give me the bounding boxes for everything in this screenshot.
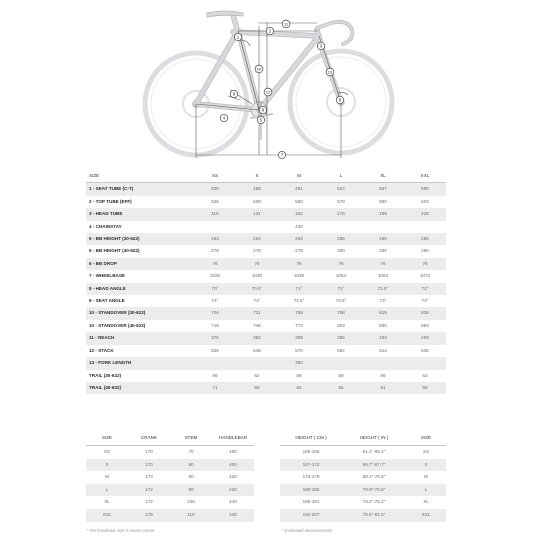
table-row xyxy=(86,307,446,319)
table-cell xyxy=(404,221,446,233)
table-cell: 557 xyxy=(362,183,404,196)
table-cell: 73.2"-75.2" xyxy=(362,499,386,505)
svg-text:4: 4 xyxy=(222,115,226,121)
table-row xyxy=(86,357,446,369)
table-cell: 61 xyxy=(362,382,404,394)
table-cell: 280 xyxy=(337,248,345,254)
table-cell: 61.1"-65.4" xyxy=(362,449,386,454)
table-cell: 170 xyxy=(128,459,170,472)
table-cell: 53 xyxy=(422,372,428,378)
table-cell: 64 xyxy=(278,382,320,394)
table-row xyxy=(86,382,446,394)
table-cell: 815 xyxy=(362,307,404,319)
marker-8 xyxy=(336,96,343,103)
table-cell: 170 xyxy=(145,449,153,454)
table-cell: L xyxy=(86,484,128,497)
height-header-row xyxy=(280,431,446,446)
marker-13 xyxy=(326,68,334,76)
table-row xyxy=(86,245,446,257)
table-cell: 1036 xyxy=(293,273,305,279)
table-row xyxy=(86,183,446,196)
row-label: 6 - BB DROP xyxy=(86,258,194,270)
table-cell: 180-185 xyxy=(280,484,342,497)
table-cell: 199 xyxy=(362,208,404,220)
table-cell: 389 xyxy=(278,332,320,344)
table-cell: 265 xyxy=(320,233,362,245)
row-label: 4 - CHAINSTAY xyxy=(89,223,122,229)
table-cell: 64 xyxy=(320,382,362,394)
marker-10 xyxy=(255,65,263,73)
table-cell: 759 xyxy=(278,307,320,319)
svg-text:5: 5 xyxy=(259,117,263,123)
row-label: 9 - SEAT ANGLE xyxy=(89,298,125,304)
table-row xyxy=(86,509,254,522)
header-l: L xyxy=(320,170,362,183)
table-cell: 80 xyxy=(170,459,212,472)
row-label: 8 - HEAD ANGLE xyxy=(86,283,194,295)
table-cell: 1054 xyxy=(335,273,347,279)
table-cell xyxy=(194,221,236,233)
table-cell: 173-179 xyxy=(302,474,320,480)
table-cell: 614 xyxy=(379,347,387,353)
header-xl: XL xyxy=(362,170,404,183)
marker-3 xyxy=(317,42,324,49)
table-cell: 265 xyxy=(362,233,404,245)
table-row xyxy=(280,459,446,472)
table-cell: 75.6"-81.5" xyxy=(342,509,406,522)
table-cell: XXL xyxy=(406,509,446,522)
table-row xyxy=(280,446,446,459)
table-cell: 73.5° xyxy=(293,298,305,304)
row-label: 5 - BB HEIGHT (30-622) xyxy=(86,233,194,245)
header-size: SIZE xyxy=(86,431,128,446)
marker-5 xyxy=(257,116,264,123)
table-cell: 192-207 xyxy=(280,509,342,522)
table-cell: 836 xyxy=(404,307,446,319)
row-label: 2 - TOP TUBE (EFF) xyxy=(89,198,132,204)
geometry-table xyxy=(86,170,446,394)
table-cell: 172 xyxy=(128,484,170,497)
table-cell: 59 xyxy=(296,372,302,378)
component-header-row xyxy=(86,431,254,446)
table-cell: 603 xyxy=(421,198,429,204)
header-stem: STEM xyxy=(170,431,212,446)
table-cell: 773 xyxy=(295,322,303,328)
table-cell: 636 xyxy=(421,347,429,353)
table-cell xyxy=(236,221,278,233)
table-cell: 167-172 xyxy=(280,459,342,472)
svg-text:9: 9 xyxy=(232,91,236,97)
table-cell: 704 xyxy=(194,307,236,319)
table-row xyxy=(280,509,446,522)
row-label: TRAIL (30-622) xyxy=(89,372,122,378)
table-cell: 172 xyxy=(145,499,153,505)
header-height-cm: HEIGHT ( CM ) xyxy=(280,431,342,446)
table-cell: 226 xyxy=(404,208,446,220)
table-row xyxy=(86,446,254,459)
table-cell: 1020 xyxy=(209,273,221,279)
table-cell: 116 xyxy=(194,208,236,220)
svg-text:1: 1 xyxy=(236,34,240,40)
table-row xyxy=(86,295,446,307)
table-cell: 100 xyxy=(187,499,195,505)
table-cell: 278 xyxy=(253,248,261,254)
table-cell: 788 xyxy=(320,307,362,319)
table-row xyxy=(86,196,446,208)
table-row xyxy=(86,283,446,295)
marker-11 xyxy=(282,20,290,28)
table-cell xyxy=(320,221,362,233)
table-row xyxy=(280,484,446,497)
table-cell: M xyxy=(105,474,109,480)
table-cell xyxy=(362,221,404,233)
table-cell: 90 xyxy=(188,474,194,480)
svg-text:11: 11 xyxy=(283,21,289,27)
table-cell: 74° xyxy=(211,298,219,304)
table-cell: 280 xyxy=(379,248,387,254)
row-label: 10 - STANDOVER (40-622) xyxy=(89,322,146,328)
table-cell: 56 xyxy=(380,372,386,378)
table-cell: 526 xyxy=(211,198,219,204)
table-cell: 59 xyxy=(338,372,344,378)
header-m: M xyxy=(278,170,320,183)
table-cell: 71.5° xyxy=(362,283,404,295)
table-cell: S xyxy=(86,459,128,472)
table-cell: 491 xyxy=(278,183,320,196)
table-cell: XL xyxy=(104,499,110,505)
table-cell: XS xyxy=(103,449,111,454)
table-cell: 263 xyxy=(278,233,320,245)
table-cell: 78 xyxy=(236,258,278,270)
table-cell: 590 xyxy=(379,198,387,204)
table-cell: 390 xyxy=(278,357,320,369)
svg-text:2: 2 xyxy=(268,28,272,34)
table-cell: 430 xyxy=(295,223,303,229)
table-cell xyxy=(194,357,236,369)
table-row xyxy=(86,471,254,484)
table-cell: 570 xyxy=(337,198,345,204)
table-cell: 592 xyxy=(337,347,345,353)
table-cell: 278 xyxy=(211,248,219,254)
geometry-header-row xyxy=(86,170,446,183)
table-cell: 830 xyxy=(379,322,387,328)
table-cell: 278 xyxy=(295,248,303,254)
table-cell: 402 xyxy=(362,332,404,344)
svg-text:10: 10 xyxy=(256,66,262,72)
table-cell: 74° xyxy=(253,298,261,304)
table-cell: S xyxy=(406,459,446,472)
svg-text:12: 12 xyxy=(265,89,271,95)
table-row xyxy=(86,320,446,332)
table-cell: 66 xyxy=(212,372,218,378)
table-cell xyxy=(404,357,446,369)
row-label: 10 - STANDOVER (30-622) xyxy=(86,307,194,319)
table-cell: 548 xyxy=(253,347,261,353)
table-cell: 78 xyxy=(278,258,320,270)
marker-12 xyxy=(264,88,272,96)
table-cell: 76 xyxy=(320,258,362,270)
header-xxl: XXL xyxy=(404,170,446,183)
table-cell: 68.1"-70.5" xyxy=(362,474,386,480)
table-cell: 186-191 xyxy=(302,499,320,505)
table-cell: 58 xyxy=(404,382,446,394)
table-cell: 76 xyxy=(404,258,446,270)
table-cell: 425 xyxy=(194,183,236,196)
table-cell: 420 xyxy=(229,474,237,480)
table-cell: 70.9"-72.8" xyxy=(342,484,406,497)
table-cell: 400 xyxy=(212,459,254,472)
row-label: 11 - REACH xyxy=(86,332,194,344)
table-cell: 440 xyxy=(229,499,237,505)
svg-text:8: 8 xyxy=(338,97,342,103)
marker-9 xyxy=(230,90,237,97)
table-cell: 570 xyxy=(295,347,303,353)
table-cell: 155-166 xyxy=(302,449,320,454)
rider-height-table xyxy=(280,431,446,522)
header-size: SIZE xyxy=(86,170,194,183)
table-cell: 131 xyxy=(236,208,278,220)
table-cell: 170 xyxy=(145,474,153,480)
table-cell: 524 xyxy=(320,183,362,196)
estimate-footnote: * Estimated measurements xyxy=(282,528,333,533)
table-cell: 409 xyxy=(404,332,446,344)
table-cell: 803 xyxy=(337,322,345,328)
row-label: 1 - SEAT TUBE (C-T) xyxy=(86,183,194,196)
table-cell: 68 xyxy=(236,382,278,394)
bike-frame xyxy=(196,11,352,118)
table-row xyxy=(86,370,446,382)
table-cell: 375 xyxy=(194,332,236,344)
svg-text:6: 6 xyxy=(261,107,265,113)
table-cell xyxy=(236,357,278,369)
table-cell: 90 xyxy=(170,484,212,497)
header-xs: XS xyxy=(194,170,236,183)
table-cell: 440 xyxy=(212,509,254,522)
header-s: S xyxy=(236,170,278,183)
table-row xyxy=(280,471,446,484)
table-cell: 70.5° xyxy=(236,283,278,295)
table-cell: 1072 xyxy=(419,273,431,279)
table-cell: 70° xyxy=(194,283,236,295)
svg-text:13: 13 xyxy=(327,69,333,75)
table-cell: XS xyxy=(422,449,430,454)
header-crank: CRANK xyxy=(128,431,170,446)
table-cell: 71° xyxy=(278,283,320,295)
table-cell: 73° xyxy=(421,298,429,304)
row-label: 5 - BB HEIGHT (40-622) xyxy=(89,248,140,254)
table-cell: XXL xyxy=(86,509,128,522)
table-cell: 265 xyxy=(404,233,446,245)
marker-1 xyxy=(234,33,241,40)
table-cell: 73.5° xyxy=(335,298,347,304)
table-cell: 110 xyxy=(170,509,212,522)
marker-2 xyxy=(266,27,273,34)
row-label: 3 - HEAD TUBE xyxy=(86,208,194,220)
table-cell: 263 xyxy=(236,233,278,245)
table-cell: 71 xyxy=(194,382,236,394)
table-cell: 152 xyxy=(278,208,320,220)
table-cell: 382 xyxy=(236,332,278,344)
table-cell: 72° xyxy=(404,283,446,295)
table-cell: 1030 xyxy=(251,273,263,279)
table-cell: 280 xyxy=(421,248,429,254)
table-cell: 175 xyxy=(128,509,170,522)
table-row xyxy=(86,270,446,282)
table-row xyxy=(86,208,446,220)
header-handlebar: HANDLEBAR xyxy=(212,431,254,446)
table-cell: 731 xyxy=(236,307,278,319)
marker-7 xyxy=(278,151,285,158)
table-cell: 718 xyxy=(211,322,219,328)
row-label: 13 - FORK LENGTH xyxy=(86,357,194,369)
table-cell: 176 xyxy=(320,208,362,220)
handlebar-footnote: * The handlebar size is centre-centre xyxy=(86,528,155,533)
table-cell: 395 xyxy=(320,332,362,344)
table-row xyxy=(86,484,254,497)
table-row xyxy=(86,459,254,472)
row-label: 7 - WHEELBASE xyxy=(89,273,125,279)
table-row xyxy=(86,221,446,233)
table-row xyxy=(86,258,446,270)
component-size-table xyxy=(86,431,254,522)
marker-4 xyxy=(220,114,227,121)
table-row xyxy=(86,233,446,245)
table-cell: 263 xyxy=(194,233,236,245)
table-cell: 400 xyxy=(229,449,237,454)
table-cell: 746 xyxy=(253,322,261,328)
table-row xyxy=(86,332,446,344)
table-cell: 458 xyxy=(236,183,278,196)
header-size: SIZE xyxy=(406,431,446,446)
table-cell: 70 xyxy=(188,449,194,454)
table-row xyxy=(86,496,254,509)
table-row xyxy=(280,496,446,509)
bike-geometry-diagram xyxy=(0,0,540,162)
table-cell: 1063 xyxy=(377,273,389,279)
svg-text:7: 7 xyxy=(280,152,284,158)
svg-text:3: 3 xyxy=(319,43,323,49)
table-cell: 526 xyxy=(211,347,219,353)
marker-6 xyxy=(259,106,266,113)
table-cell: 71° xyxy=(320,283,362,295)
header-height-in: HEIGHT ( IN ) xyxy=(342,431,406,446)
row-label: 12 - STACK xyxy=(89,347,114,353)
table-cell: 590 xyxy=(404,183,446,196)
table-cell: 78 xyxy=(194,258,236,270)
table-cell: 62 xyxy=(254,372,260,378)
table-cell xyxy=(362,357,404,369)
table-cell xyxy=(320,357,362,369)
table-cell: 76 xyxy=(362,258,404,270)
table-cell: 65.7"-67.7" xyxy=(342,459,406,472)
table-cell: M xyxy=(424,474,428,480)
table-row xyxy=(86,345,446,357)
row-label: TRAIL (40-622) xyxy=(86,382,194,394)
table-cell: L xyxy=(406,484,446,497)
table-cell: 539 xyxy=(253,198,261,204)
table-cell: 420 xyxy=(212,484,254,497)
table-cell: 73° xyxy=(379,298,387,304)
table-cell: 853 xyxy=(421,322,429,328)
table-cell: XL xyxy=(423,499,429,505)
table-cell: 558 xyxy=(295,198,303,204)
